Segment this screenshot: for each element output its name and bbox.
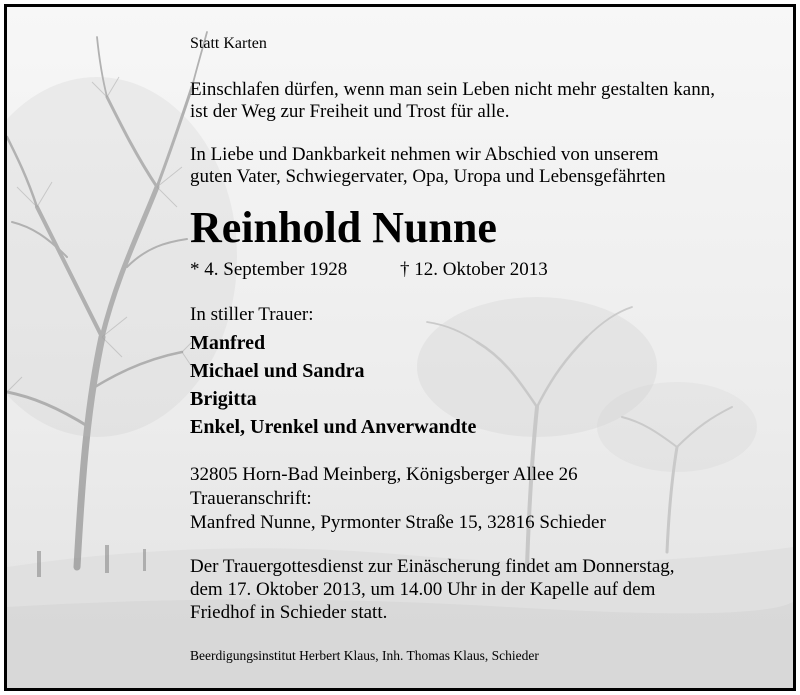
life-dates (190, 259, 780, 281)
deceased-name: Reinhold Nunne (190, 203, 497, 252)
intro-line-1: In Liebe und Dankbarkeit nehmen wir Abschied von unserem (190, 144, 659, 165)
contact-address: Manfred Nunne, Pyrmonter Straße 15, 32816 Schieder (190, 512, 606, 533)
header-text: Statt Karten (190, 35, 267, 52)
service-line-3: Friedhof in Schieder statt. (190, 602, 388, 623)
contact-label: Traueranschrift: (190, 488, 312, 509)
quote-line-1: Einschlafen dürfen, wenn man sein Leben nicht mehr gestalten kann, (190, 79, 715, 100)
service-line-2: dem 17. Oktober 2013, um 14.00 Uhr in der Kapelle auf dem (190, 579, 656, 600)
mourning-label: In stiller Trauer: (190, 304, 314, 325)
mourner-1: Manfred (190, 332, 266, 354)
funeral-home-footer: Beerdigungsinstitut Herbert Klaus, Inh. Thomas Klaus, Schieder (190, 648, 539, 663)
death-date: † 12. Oktober 2013 (400, 259, 548, 280)
quote-line-2: ist der Weg zur Freiheit und Trost für alle. (190, 101, 510, 122)
service-line-1: Der Trauergottesdienst zur Einäscherung findet am Donnerstag, (190, 556, 675, 577)
mourner-3: Brigitta (190, 388, 257, 410)
residence-address: 32805 Horn-Bad Meinberg, Königsberger Allee 26 (190, 464, 578, 485)
intro-line-2: guten Vater, Schwiegervater, Opa, Uropa und Lebensgefährten (190, 166, 666, 187)
obituary-notice (4, 4, 796, 691)
birth-date: * 4. September 1928 (190, 259, 348, 280)
mourner-2: Michael und Sandra (190, 360, 365, 382)
mourner-4: Enkel, Urenkel und Anverwandte (190, 416, 477, 438)
